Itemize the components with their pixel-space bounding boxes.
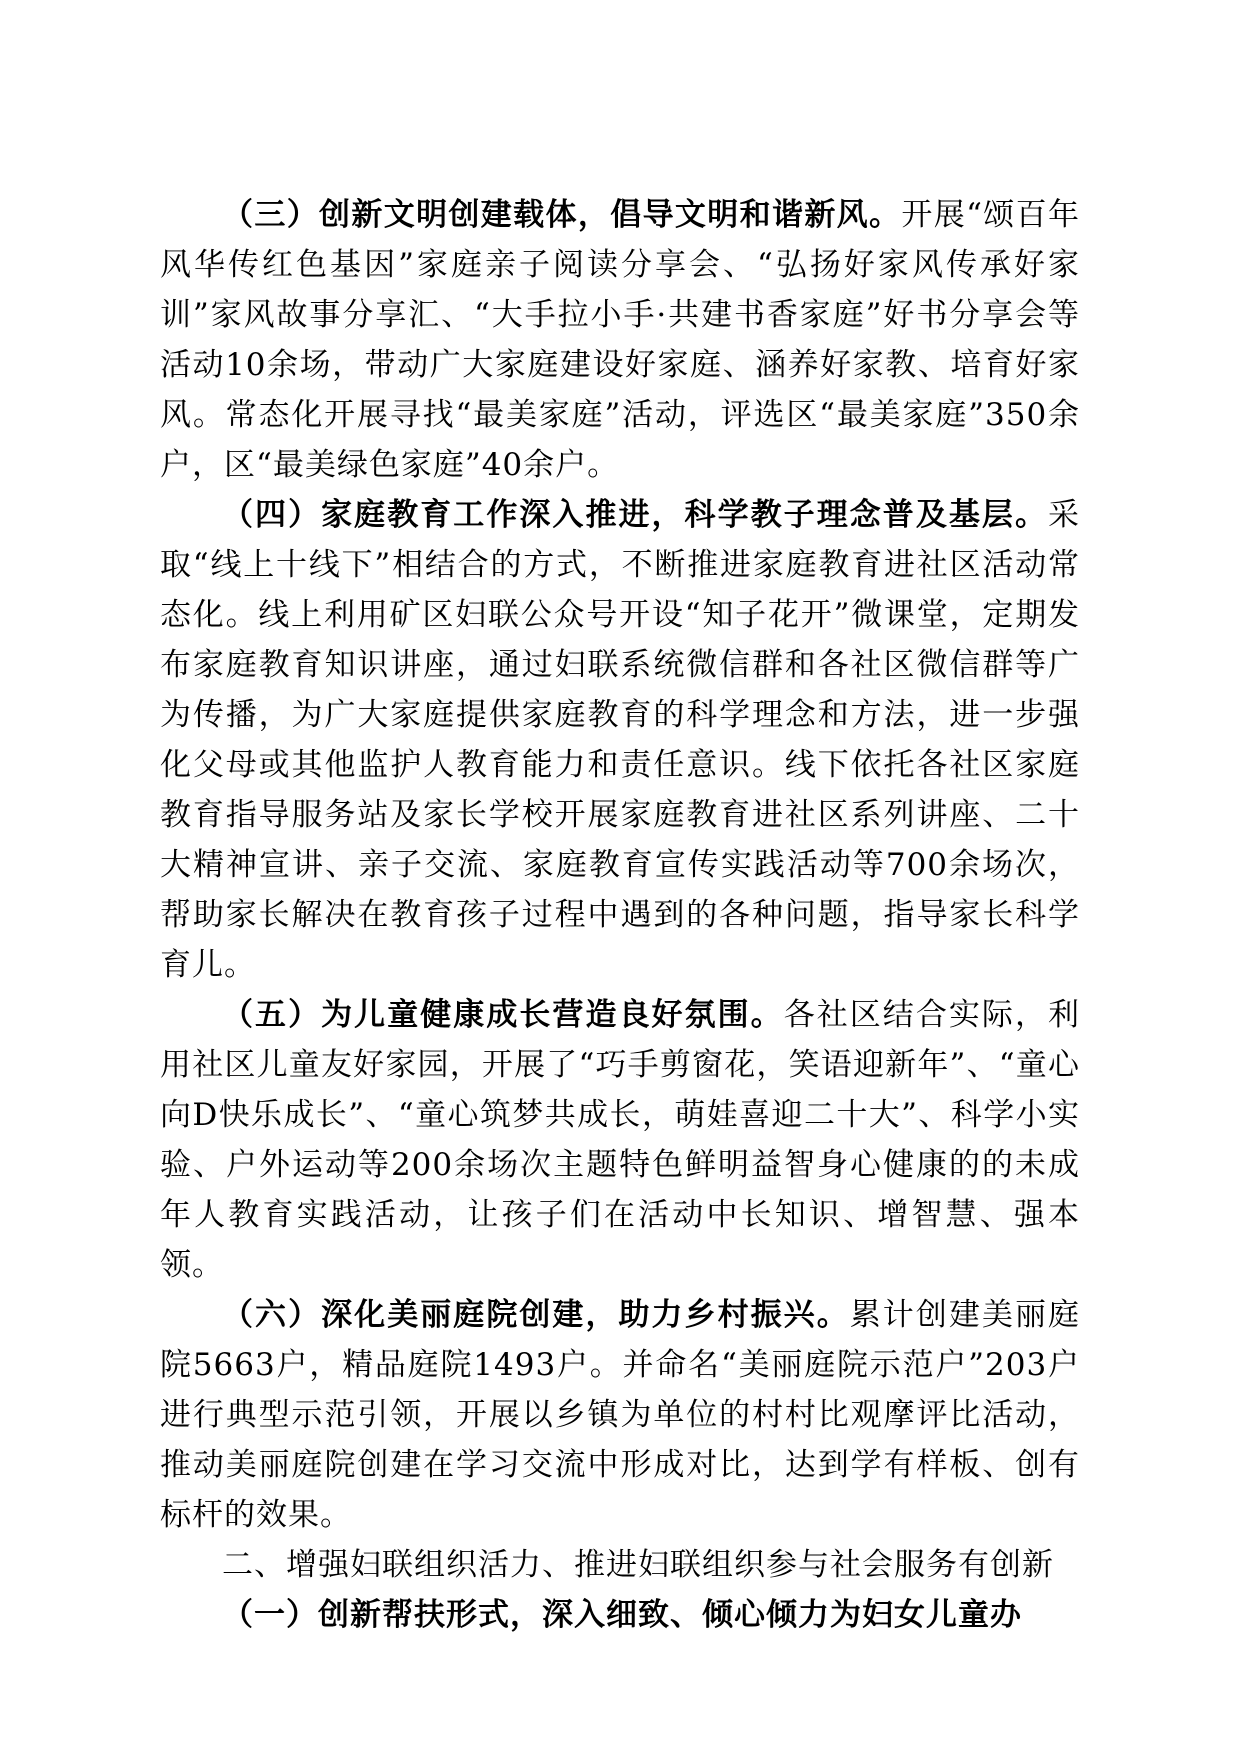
- paragraph-next: [160, 1590, 1080, 1640]
- document-body: [160, 190, 1080, 1640]
- paragraph-6-lead: （六）深化美丽庭院创建，助力乡村振兴。: [222, 1297, 850, 1333]
- paragraph-5-body: 各社区结合实际，利用社区儿童友好家园，开展了“巧手剪窗花，笑语迎新年”、“童心向D快乐成长”、“童心筑梦共成长，萌娃喜迎二十大”、科学小实验、户外运动等200余场次主题特色鲜明益智身心健康的的未成年人教育实践活动，让孩子们在活动中长知识、增智慧、强本领。: [160, 997, 1081, 1283]
- paragraph-3-body: 开展“颂百年风华传红色基因”家庭亲子阅读分享会、“弘扬好家风传承好家训”家风故事分享汇、“大手拉小手·共建书香家庭”好书分享会等活动10余场，带动广大家庭建设好家庭、涵养好家教、培育好家风。常态化开展寻找“最美家庭”活动，评选区“最美家庭”350余户，区“最美绿色家庭”40余户。: [160, 197, 1080, 483]
- paragraph-6-body: 累计创建美丽庭院5663户，精品庭院1493户。并命名“美丽庭院示范户”203户进行典型示范引领，开展以乡镇为单位的村村比观摩评比活动，推动美丽庭院创建在学习交流中形成对比，达到学有样板、创有标杆的效果。: [160, 1297, 1081, 1533]
- paragraph-5: [160, 990, 1080, 1290]
- paragraph-next-lead: （一）创新帮扶形式，深入细致、倾心倾力为妇女儿童办: [222, 1597, 1022, 1633]
- paragraph-5-lead: （五）为儿童健康成长营造良好氛围。: [222, 997, 784, 1033]
- section-heading: 二、增强妇联组织活力、推进妇联组织参与社会服务有创新: [222, 1547, 1054, 1583]
- paragraph-4-lead: （四）家庭教育工作深入推进，科学教子理念普及基层。: [222, 497, 1048, 533]
- paragraph-6: [160, 1290, 1080, 1540]
- paragraph-3-lead: （三）创新文明创建载体，倡导文明和谐新风。: [222, 197, 902, 233]
- paragraph-4-body: 采取“线上十线下”相结合的方式，不断推进家庭教育进社区活动常态化。线上利用矿区妇联公众号开设“知子花开”微课堂，定期发布家庭教育知识讲座，通过妇联系统微信群和各社区微信群等广为传播，为广大家庭提供家庭教育的科学理念和方法，进一步强化父母或其他监护人教育能力和责任意识。线下依托各社区家庭教育指导服务站及家长学校开展家庭教育进社区系列讲座、二十大精神宣讲、亲子交流、家庭教育宣传实践活动等700余场次，帮助家长解决在教育孩子过程中遇到的各种问题，指导家长科学育儿。: [160, 497, 1080, 983]
- paragraph-4: [160, 490, 1080, 990]
- paragraph-3: [160, 190, 1080, 490]
